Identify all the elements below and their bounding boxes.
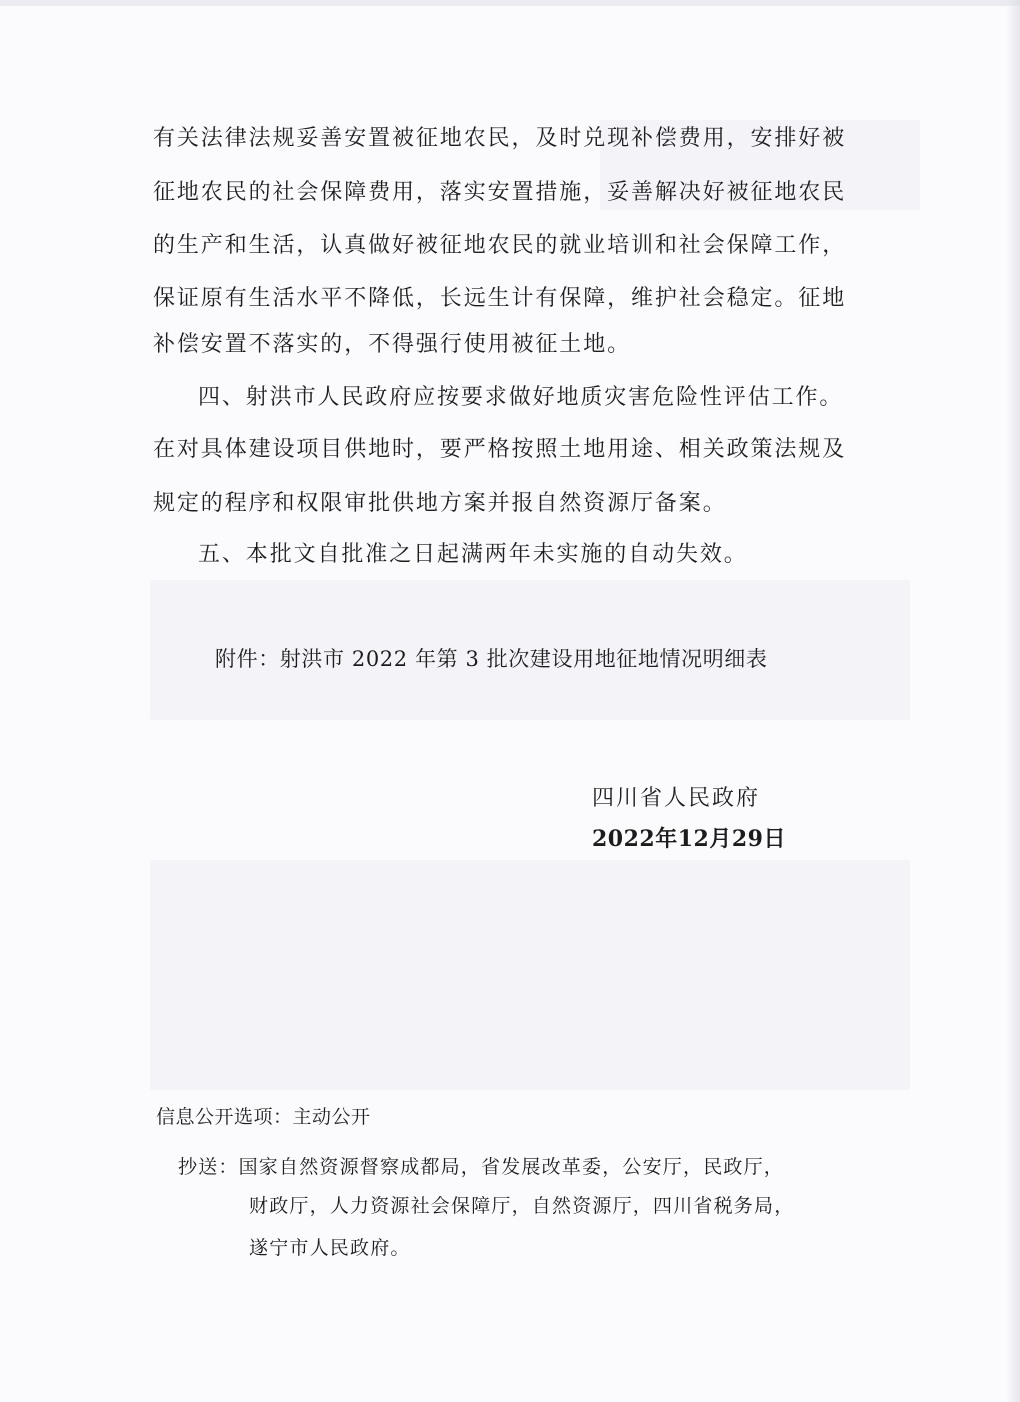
- cc-line: 抄送：国家自然资源督察成都局，省发展改革委，公安厅，民政厅，: [178, 1156, 785, 1178]
- attachment-note: 附件：射洪市 2022 年第 3 批次建设用地征地情况明细表: [215, 647, 768, 671]
- scan-edge-top: [0, 0, 1020, 6]
- scan-edge-right: [1006, 0, 1020, 1402]
- signing-authority: 四川省人民政府: [592, 786, 761, 811]
- cc-line: 财政厅，人力资源社会保障厅，自然资源厅，四川省税务局，: [249, 1195, 795, 1217]
- body-paragraph-5: 五、本批文自批准之日起满两年未实施的自动失效。: [198, 542, 748, 567]
- body-line: 保证原有生活水平不降低，长远生计有保障，维护社会稳定。征地: [153, 286, 847, 311]
- body-line: 的生产和生活，认真做好被征地农民的就业培训和社会保障工作，: [153, 233, 847, 258]
- body-paragraph-4: 四、射洪市人民政府应按要求做好地质灾害危险性评估工作。: [198, 385, 844, 410]
- body-line: 规定的程序和权限审批供地方案并报自然资源厅备案。: [153, 491, 727, 516]
- body-line: 征地农民的社会保障费用，落实安置措施，妥善解决好被征地农民: [153, 180, 847, 205]
- body-line: 有关法律法规妥善安置被征地农民，及时兑现补偿费用，安排好被: [153, 126, 847, 151]
- signing-date: 2022年12月29日: [592, 826, 786, 852]
- body-line: 补偿安置不落实的，不得强行使用被征土地。: [153, 332, 632, 357]
- body-line: 在对具体建设项目供地时，要严格按照土地用途、相关政策法规及: [153, 437, 847, 462]
- cc-line: 遂宁市人民政府。: [249, 1237, 411, 1259]
- bleed-through-mark: [150, 860, 910, 1090]
- disclosure-option: 信息公开选项：主动公开: [156, 1106, 371, 1128]
